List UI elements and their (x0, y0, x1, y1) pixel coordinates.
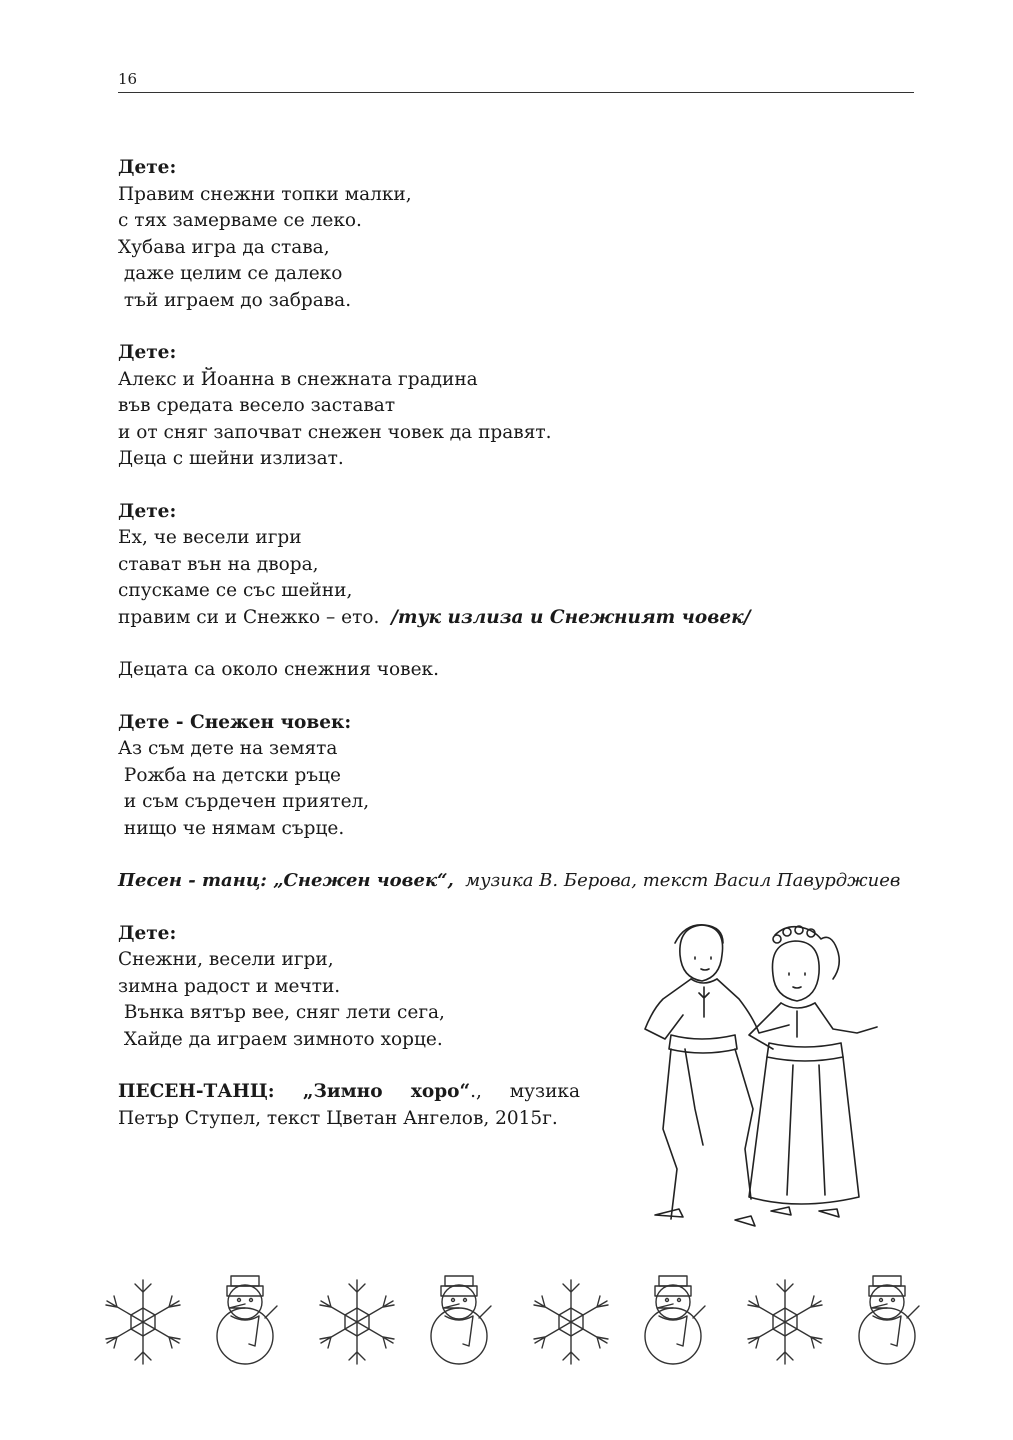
speaker-label: Дете: (118, 500, 177, 522)
verse-line-with-note (118, 605, 908, 632)
verse-line: нищо че нямам сърце. (118, 817, 345, 839)
snowman-icon (431, 1276, 491, 1364)
snowflake-icon (534, 1280, 608, 1364)
verse-line: Хубава игра да става, (118, 236, 330, 258)
verse-line: Рожба на детски ръце (118, 764, 341, 786)
song-credit-2 (118, 1079, 580, 1132)
verse-line: Алекс и Йоанна в снежната градина (118, 368, 478, 390)
narration: Децата са около снежния човек. (118, 659, 439, 680)
header-rule (118, 92, 914, 93)
song-title: Песен - танц: „Снежен човек“, (118, 870, 454, 891)
verse-line: стават вън на двора, (118, 553, 319, 575)
speaker-label: Дете: (118, 342, 177, 363)
verse-line: във средата весело застават (118, 395, 396, 416)
verse-line: Деца с шейни излизат. (118, 448, 344, 469)
boy-figure (645, 925, 789, 1226)
snowman-icon (859, 1276, 919, 1364)
stage-direction: /тук излиза и Снежният човек/ (391, 606, 751, 628)
stanza-3 (118, 499, 908, 632)
verse-line: Хайде да играем зимното хорце. (118, 1028, 443, 1050)
verse-line: и от сняг започват снежен човек да правят. (118, 421, 552, 443)
page-number: 16 (118, 70, 138, 88)
speaker-label: Дете - Снежен човек: (118, 711, 352, 733)
verse-line: Вънка вятър вее, сняг лети сега, (118, 1002, 445, 1023)
snowflake-icon (106, 1280, 180, 1364)
stanza-snowman (118, 710, 908, 843)
snowman-icon (645, 1276, 705, 1364)
verse-line: с тях замерваме се леко. (118, 210, 362, 231)
verse-line: Аз съм дете на земята (118, 738, 338, 759)
verse-line: даже целим се далеко (118, 263, 343, 284)
verse-text: правим си и Снежко – ето. (118, 606, 392, 628)
folk-dancers-illustration (625, 915, 885, 1235)
song-details: ., музика Петър Ступел, текст Цветан Ангелов, 2015г. (118, 1081, 580, 1129)
snowman-icon (217, 1276, 277, 1364)
verse-line: Ех, че весели игри (118, 527, 302, 548)
speaker-label: Дете: (118, 157, 177, 178)
song-credit-1 (118, 868, 908, 895)
stanza-1 (118, 155, 908, 314)
speaker-label: Дете: (118, 922, 177, 944)
verse-line: и съм сърдечен приятел, (118, 791, 370, 812)
verse-line: зимна радост и мечти. (118, 975, 341, 997)
verse-line: Правим снежни топки малки, (118, 183, 412, 205)
girl-figure (749, 926, 877, 1217)
song-details: музика В. Берова, текст Васил Павурджиев (453, 870, 901, 891)
verse-line: Снежни, весели игри, (118, 949, 334, 970)
stanza-2 (118, 340, 908, 473)
snowflake-icon (320, 1280, 394, 1364)
song-title: ПЕСЕН-ТАНЦ: „Зимно хоро“ (118, 1081, 471, 1102)
snowflake-icon (748, 1280, 822, 1364)
winter-border (95, 1270, 925, 1370)
verse-line: спускаме се със шейни, (118, 580, 353, 601)
verse-line: тъй играем до забрава. (118, 289, 352, 311)
